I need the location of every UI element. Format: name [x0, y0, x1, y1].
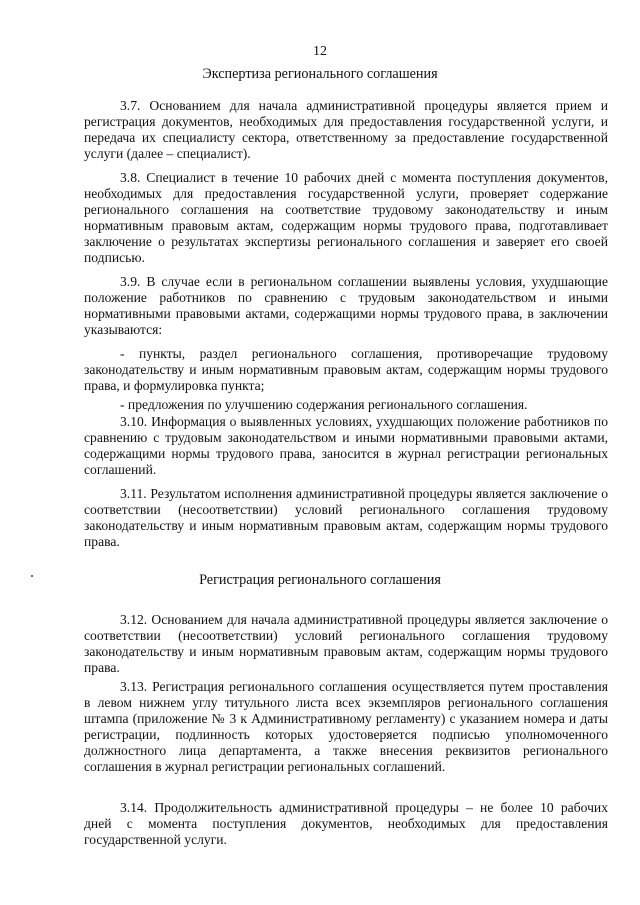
paragraph-3-8: 3.8. Специалист в течение 10 рабочих дней с момента поступления документов, необходимых для предоставления государственной услуги, проверяет содержание регионального соглашения на соответствие трудовому законодательству и иным нормативным правовым актам, содержащим нормы трудового права, подготавливает заключение о результатах экспертизы регионального соглашения и заверяет его своей подписью.	[84, 170, 608, 266]
paragraph-3-7: 3.7. Основанием для начала административной процедуры является прием и регистрация документов, необходимых для предоставления государственной услуги, и передача их специалисту сектора, ответственному за предоставление государственной услуги (далее – специалист).	[84, 98, 608, 162]
paragraph-3-12: 3.12. Основанием для начала административной процедуры является заключение о соответствии (несоответствии) условий регионального соглашения трудовому законодательству и иным нормативным правовым актам, содержащим нормы трудового права.	[84, 612, 608, 676]
paragraph-3-14: 3.14. Продолжительность административной процедуры – не более 10 рабочих дней с момента поступления документов, необходимых для предоставления государственной услуги.	[84, 800, 608, 848]
paragraph-3-13: 3.13. Регистрация регионального соглашения осуществляется путем проставления в левом нижнем углу титульного листа всех экземпляров регионального соглашения штампа (приложение № 3 к Административному регламенту) с указанием номера и даты регистрации, подлинность которых удостоверяется подписью уполномоченного должностного лица департамента, а также внесения реквизитов регионального соглашения в журнал регистрации региональных соглашений.	[84, 679, 608, 775]
paragraph-3-11: 3.11. Результатом исполнения административной процедуры является заключение о соответствии (несоответствии) условий регионального соглашения трудовому законодательству и иным нормативным правовым актам, содержащим нормы трудового права.	[84, 486, 608, 550]
section-heading-registration: Регистрация регионального соглашения	[199, 572, 441, 588]
page-number: 12	[313, 44, 327, 59]
paragraph-3-9: 3.9. В случае если в региональном соглашении выявлены условия, ухудшающие положение работников по сравнению с трудовым законодательством и иными нормативными правовыми актами, содержащими нормы трудового права, в заключении указываются:	[84, 274, 608, 338]
list-item-proposals: - предложения по улучшению содержания регионального соглашения.	[120, 397, 528, 412]
paragraph-3-10: 3.10. Информация о выявленных условиях, ухудшающих положение работников по сравнению с трудовым законодательством и иными нормативными правовыми актами, содержащими нормы трудового права, заносится в журнал регистрации региональных соглашений.	[84, 414, 608, 478]
list-item-points: - пункты, раздел регионального соглашения, противоречащие трудовому законодательству и иным нормативным правовым актам, содержащим нормы трудового права, и формулировка пункта;	[84, 346, 608, 394]
section-heading-expertise: Экспертиза регионального соглашения	[202, 66, 438, 82]
